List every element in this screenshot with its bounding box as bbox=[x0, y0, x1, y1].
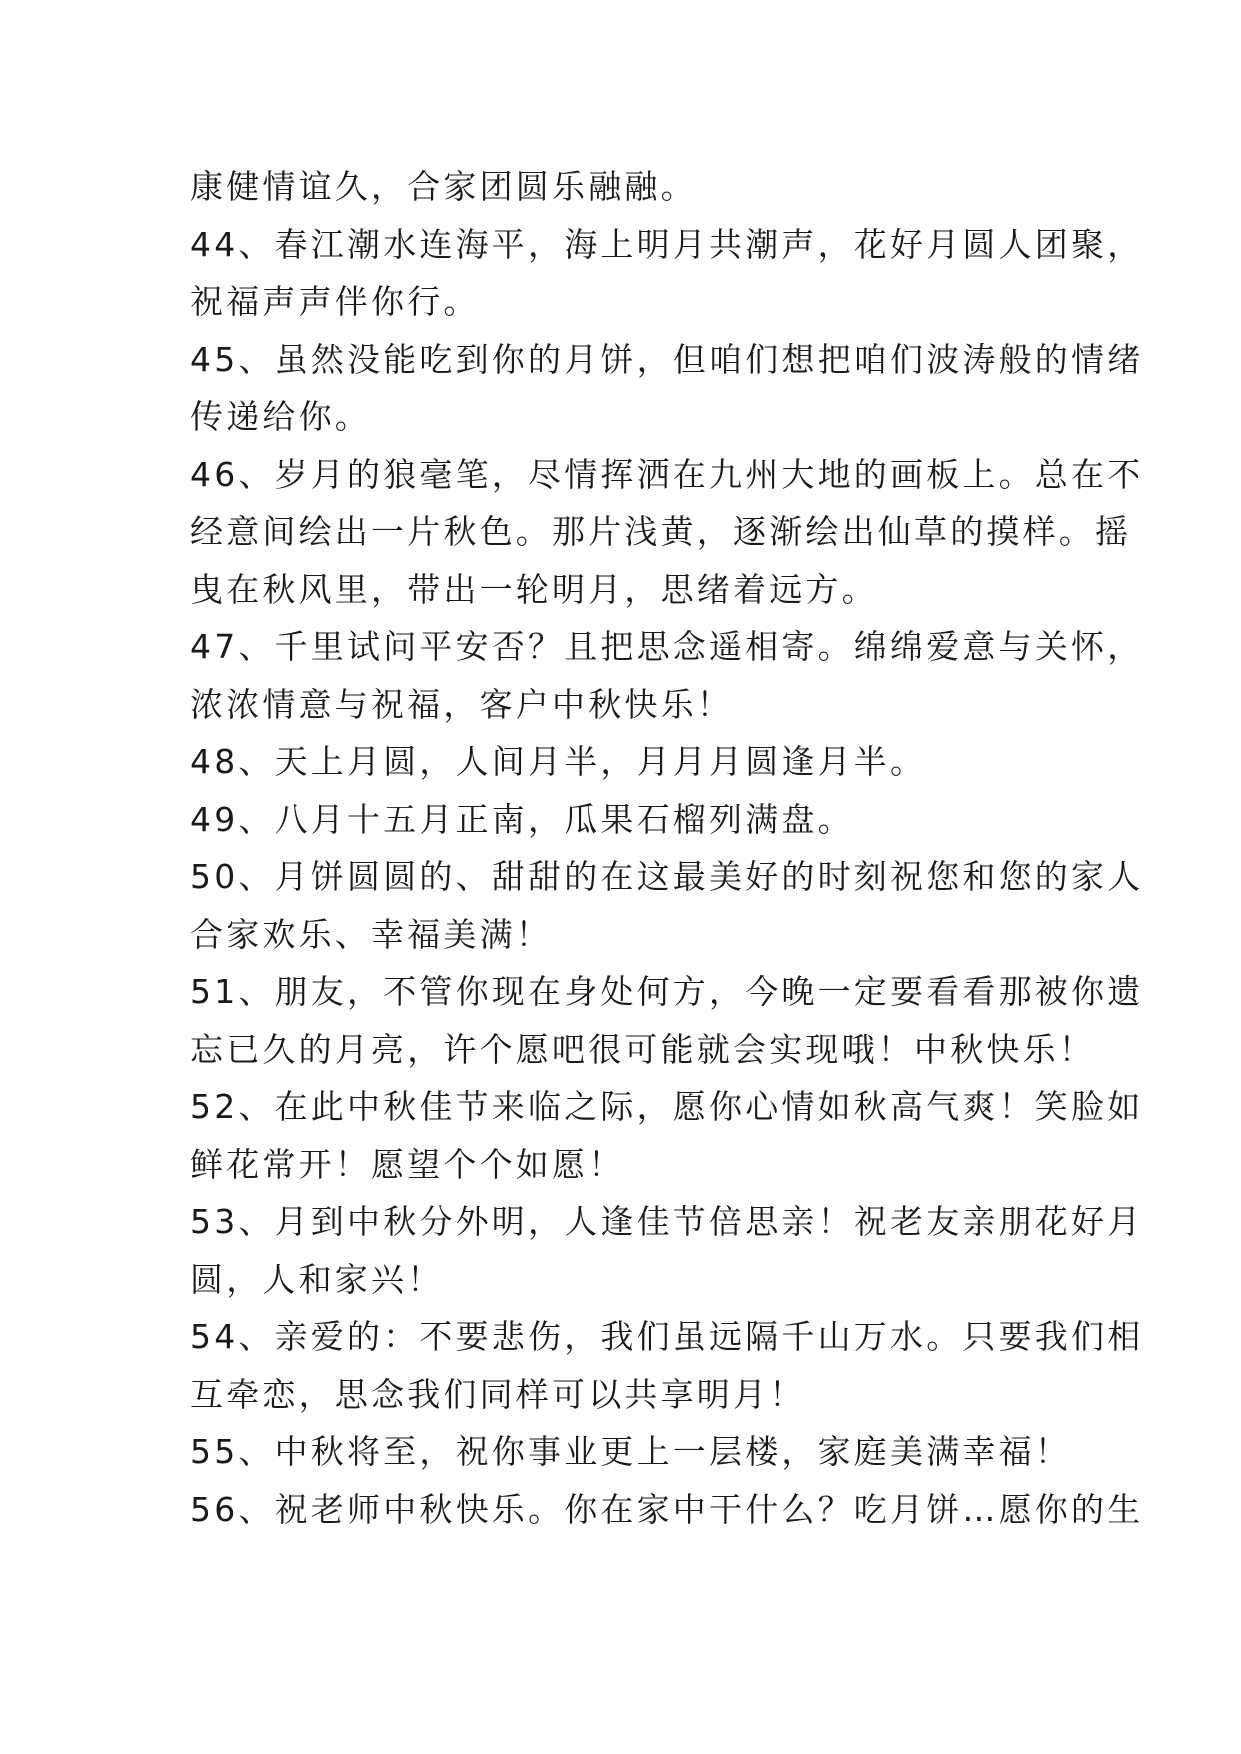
document-body bbox=[190, 158, 1144, 1538]
text-line: 忘已久的月亮，许个愿吧很可能就会实现哦！中秋快乐！ bbox=[190, 1029, 1095, 1069]
text-line: 浓浓情意与祝福，客户中秋快乐！ bbox=[190, 684, 733, 724]
text-line: 合家欢乐、幸福美满！ bbox=[190, 914, 552, 954]
text-line: 经意间绘出一片秋色。那片浅黄，逐渐绘出仙草的摸样。摇 bbox=[190, 512, 1132, 551]
text-line: 47、千里试问平安否？且把思念遥相寄。绵绵爱意与关怀， bbox=[190, 627, 1144, 666]
text-line: 44、春江潮水连海平，海上明月共潮声，花好月圆人团聚， bbox=[190, 224, 1144, 264]
text-line: 48、天上月圆，人间月半，月月月圆逢月半。 bbox=[190, 742, 927, 781]
text-line: 50、月饼圆圆的、甜甜的在这最美好的时刻祝您和您的家人 bbox=[190, 857, 1144, 896]
text-line: 52、在此中秋佳节来临之际，愿你心情如秋高气爽！笑脸如 bbox=[190, 1087, 1144, 1126]
text-line: 曳在秋风里，带出一轮明月，思绪着远方。 bbox=[190, 569, 878, 609]
text-line: 互牵恋，思念我们同样可以共享明月！ bbox=[190, 1374, 806, 1414]
text-line: 53、月到中秋分外明，人逢佳节倍思亲！祝老友亲朋花好月 bbox=[190, 1202, 1144, 1241]
text-line: 鲜花常开！愿望个个如愿！ bbox=[190, 1144, 625, 1184]
text-line: 祝福声声伴你行。 bbox=[190, 282, 480, 321]
text-line: 54、亲爱的：不要悲伤，我们虽远隔千山万水。只要我们相 bbox=[190, 1317, 1144, 1356]
text-line: 55、中秋将至，祝你事业更上一层楼，家庭美满幸福！ bbox=[190, 1432, 1071, 1471]
text-line: 康健情谊久，合家团圆乐融融。 bbox=[190, 167, 697, 206]
text-line: 45、虽然没能吃到你的月饼，但咱们想把咱们波涛般的情绪 bbox=[190, 339, 1144, 379]
text-line: 49、八月十五月正南，瓜果石榴列满盘。 bbox=[190, 799, 854, 839]
text-line: 56、祝老师中秋快乐。你在家中干什么？吃月饼…愿你的生 bbox=[190, 1489, 1144, 1529]
text-line: 传递给你。 bbox=[190, 397, 371, 436]
text-line: 51、朋友，不管你现在身处何方，今晚一定要看看那被你遗 bbox=[190, 972, 1144, 1011]
text-line: 圆，人和家兴！ bbox=[190, 1259, 444, 1299]
text-line: 46、岁月的狼毫笔，尽情挥洒在九州大地的画板上。总在不 bbox=[190, 454, 1144, 494]
